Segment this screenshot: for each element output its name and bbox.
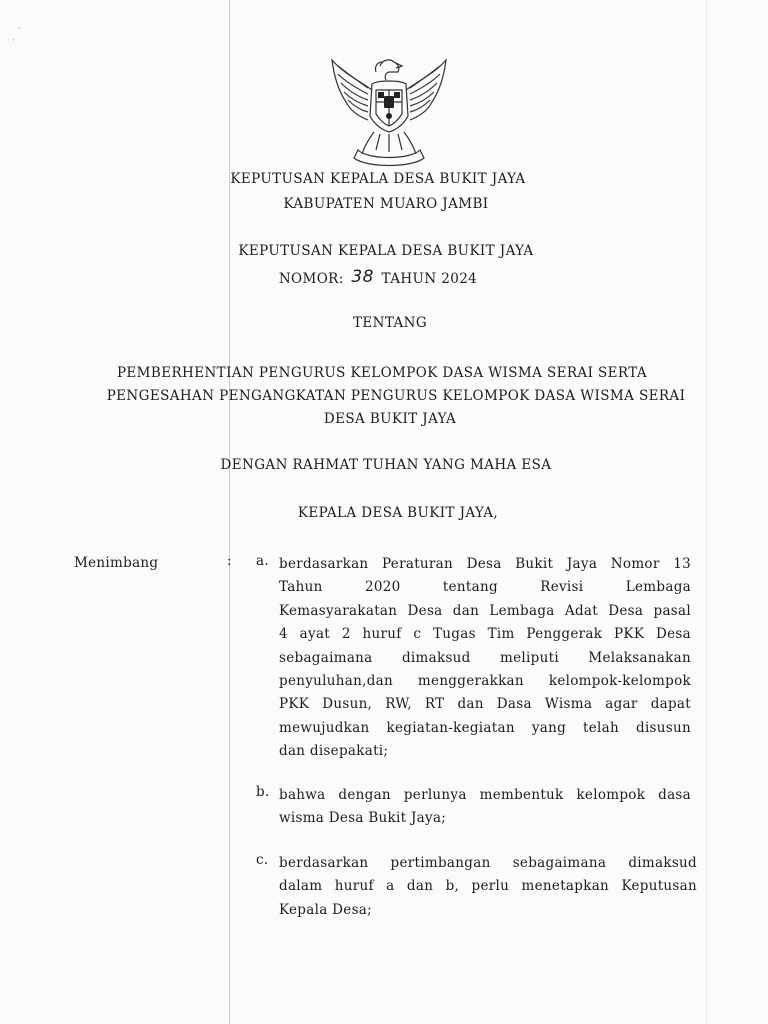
item-line: Kepala Desa; (279, 901, 372, 918)
menimbang-label: Menimbang (74, 555, 159, 571)
item-line: wisma Desa Bukit Jaya; (279, 810, 447, 827)
tentang-heading: TENTANG (352, 315, 428, 331)
subject-line-2: PENGESAHAN PENGANGKATAN PENGURUS KELOMPOK DASA WISMA SERAI (106, 388, 686, 404)
nomor-tahun: TAHUN 2024 (381, 271, 478, 287)
nomor-label: NOMOR: (278, 271, 344, 287)
item-line: Tahun 2020 tentang Revisi Lembaga (279, 579, 691, 596)
item-line: penyuluhan,dan menggerakkan kelompok-kelompok (279, 673, 691, 690)
item-body (279, 852, 697, 922)
subject-line-3: DESA BUKIT JAYA (323, 411, 457, 427)
decree-title: KEPUTUSAN KEPALA DESA BUKIT JAYA (238, 243, 534, 259)
nomor-number: 38 (351, 267, 374, 287)
scan-speck: · (18, 24, 21, 34)
item-line: 4 ayat 2 huruf c Tugas Tim Penggerak PKK Desa (279, 626, 691, 643)
header-title-line-1: KEPUTUSAN KEPALA DESA BUKIT JAYA (230, 171, 526, 187)
item-marker: a. (256, 553, 269, 569)
decree-number (0, 268, 762, 288)
item-line: sebagaimana dimaksud meliputi Melaksanakan (279, 649, 691, 666)
kepala-line: KEPALA DESA BUKIT JAYA, (297, 505, 499, 521)
item-line: berdasarkan Peraturan Desa Bukit Jaya Nomor 13 (279, 556, 691, 572)
item-line: Kemasyarakatan Desa dan Lembaga Adat Desa pasal (279, 602, 691, 619)
item-body (279, 784, 691, 831)
item-line: mewujudkan kegiatan-kegiatan yang telah disusun (279, 719, 691, 736)
garuda-pancasila-emblem-icon (328, 50, 450, 168)
item-line: dan disepakati; (279, 743, 389, 760)
scan-speck: · (12, 36, 15, 46)
header-title-line-2: KABUPATEN MUARO JAMBI (283, 196, 489, 212)
item-body (279, 553, 691, 764)
item-marker: b. (256, 784, 270, 800)
item-line: bahwa dengan perlunya membentuk kelompok dasa (279, 787, 691, 803)
item-marker: c. (256, 852, 269, 868)
item-line: dalam huruf a dan b, perlu menetapkan Keputusan (279, 878, 697, 895)
rahmat-line: DENGAN RAHMAT TUHAN YANG MAHA ESA (220, 457, 552, 473)
subject-line-1: PEMBERHENTIAN PENGURUS KELOMPOK DASA WISMA SERAI SERTA (116, 365, 648, 381)
item-line: berdasarkan pertimbangan sebagaimana dimaksud (279, 855, 697, 871)
item-line: PKK Dusun, RW, RT dan Dasa Wisma agar dapat (279, 696, 691, 713)
menimbang-colon: : (227, 553, 232, 569)
